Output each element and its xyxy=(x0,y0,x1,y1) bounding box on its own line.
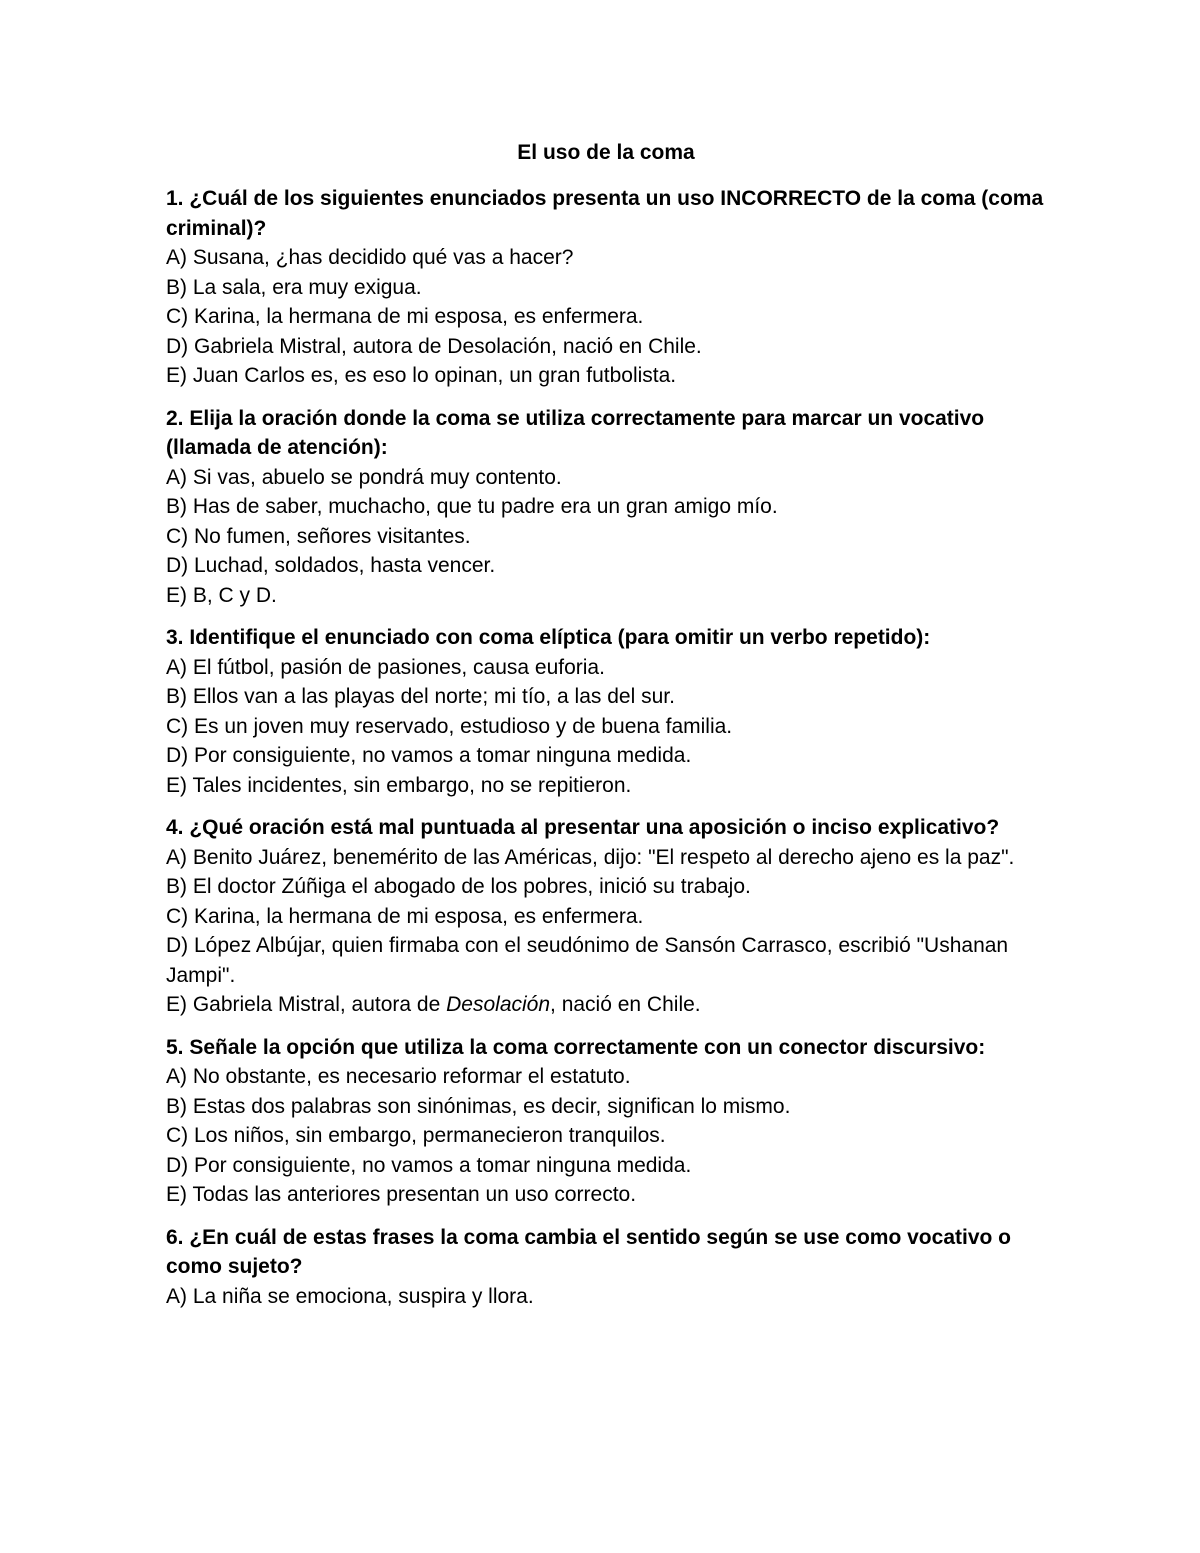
option-a: A) No obstante, es necesario reformar el estatuto. xyxy=(166,1065,631,1088)
options-list xyxy=(166,843,1046,1020)
option-e: E) Tales incidentes, sin embargo, no se repitieron. xyxy=(166,773,632,797)
question-4 xyxy=(166,813,1046,1020)
option-e-text-before: E) Gabriela Mistral, autora de xyxy=(166,993,447,1016)
option-d: D) Por consiguiente, no vamos a tomar ninguna medida. xyxy=(166,744,692,767)
document-title: El uso de la coma xyxy=(517,141,695,164)
option-b: B) Has de saber, muchacho, que tu padre era un gran amigo mío. xyxy=(166,495,778,518)
question-3 xyxy=(166,623,1046,800)
option-e: E) B, C y D. xyxy=(166,583,277,607)
option-e: E) Todas las anteriores presentan un uso correcto. xyxy=(166,1183,637,1206)
question-1 xyxy=(166,184,1046,391)
question-prompt: 5. Señale la opción que utiliza la coma correctamente con un conector discursivo: xyxy=(166,1035,986,1059)
option-a: A) El fútbol, pasión de pasiones, causa euforia. xyxy=(166,655,605,679)
option-e-italic-title: Desolación xyxy=(446,993,551,1016)
question-6 xyxy=(166,1223,1046,1312)
option-a: A) La niña se emociona, suspira y llora. xyxy=(166,1284,534,1308)
option-e xyxy=(166,990,1046,1020)
options-list xyxy=(166,1062,1046,1210)
question-5 xyxy=(166,1033,1046,1210)
option-e-text-after: , nació en Chile. xyxy=(550,993,701,1016)
options-list xyxy=(166,463,1046,611)
option-a: A) Susana, ¿has decidido qué vas a hacer? xyxy=(166,246,574,269)
option-a: A) Benito Juárez, benemérito de las Américas, dijo: "El respeto al derecho ajeno es la paz". xyxy=(166,845,1015,869)
question-prompt: 1. ¿Cuál de los siguientes enunciados presenta un uso INCORRECTO de la coma (coma criminal)? xyxy=(166,187,1044,240)
option-d: D) Gabriela Mistral, autora de Desolación, nació en Chile. xyxy=(166,334,702,358)
options-list xyxy=(166,653,1046,801)
option-b: B) La sala, era muy exigua. xyxy=(166,275,422,299)
question-prompt: 6. ¿En cuál de estas frases la coma cambia el sentido según se use como vocativo o como sujeto? xyxy=(166,1225,1011,1278)
options-list xyxy=(166,1282,1046,1312)
option-b: B) Estas dos palabras son sinónimas, es decir, significan lo mismo. xyxy=(166,1094,791,1118)
option-d: D) López Albújar, quien firmaba con el seudónimo de Sansón Carrasco, escribió "Ushanan Jampi". xyxy=(166,934,1009,987)
option-b: B) Ellos van a las playas del norte; mi tío, a las del sur. xyxy=(166,685,675,708)
options-list xyxy=(166,243,1046,391)
document-page xyxy=(166,138,1046,1324)
option-c: C) Los niños, sin embargo, permanecieron tranquilos. xyxy=(166,1124,666,1147)
question-2 xyxy=(166,404,1046,611)
option-c: C) Karina, la hermana de mi esposa, es enfermera. xyxy=(166,305,644,328)
option-e: E) Juan Carlos es, es eso lo opinan, un gran futbolista. xyxy=(166,364,677,387)
question-prompt: 2. Elija la oración donde la coma se utiliza correctamente para marcar un vocativo (llamada de atención): xyxy=(166,406,985,459)
option-a: A) Si vas, abuelo se pondrá muy contento. xyxy=(166,465,562,489)
option-d: D) Luchad, soldados, hasta vencer. xyxy=(166,554,496,577)
question-prompt: 3. Identifique el enunciado con coma elíptica (para omitir un verbo repetido): xyxy=(166,626,931,649)
option-c: C) Karina, la hermana de mi esposa, es enfermera. xyxy=(166,904,644,928)
option-c: C) Es un joven muy reservado, estudioso y de buena familia. xyxy=(166,714,733,738)
option-c: C) No fumen, señores visitantes. xyxy=(166,524,471,548)
question-prompt: 4. ¿Qué oración está mal puntuada al presentar una aposición o inciso explicativo? xyxy=(166,816,1000,839)
option-d: D) Por consiguiente, no vamos a tomar ninguna medida. xyxy=(166,1153,692,1177)
option-b: B) El doctor Zúñiga el abogado de los pobres, inició su trabajo. xyxy=(166,875,751,898)
